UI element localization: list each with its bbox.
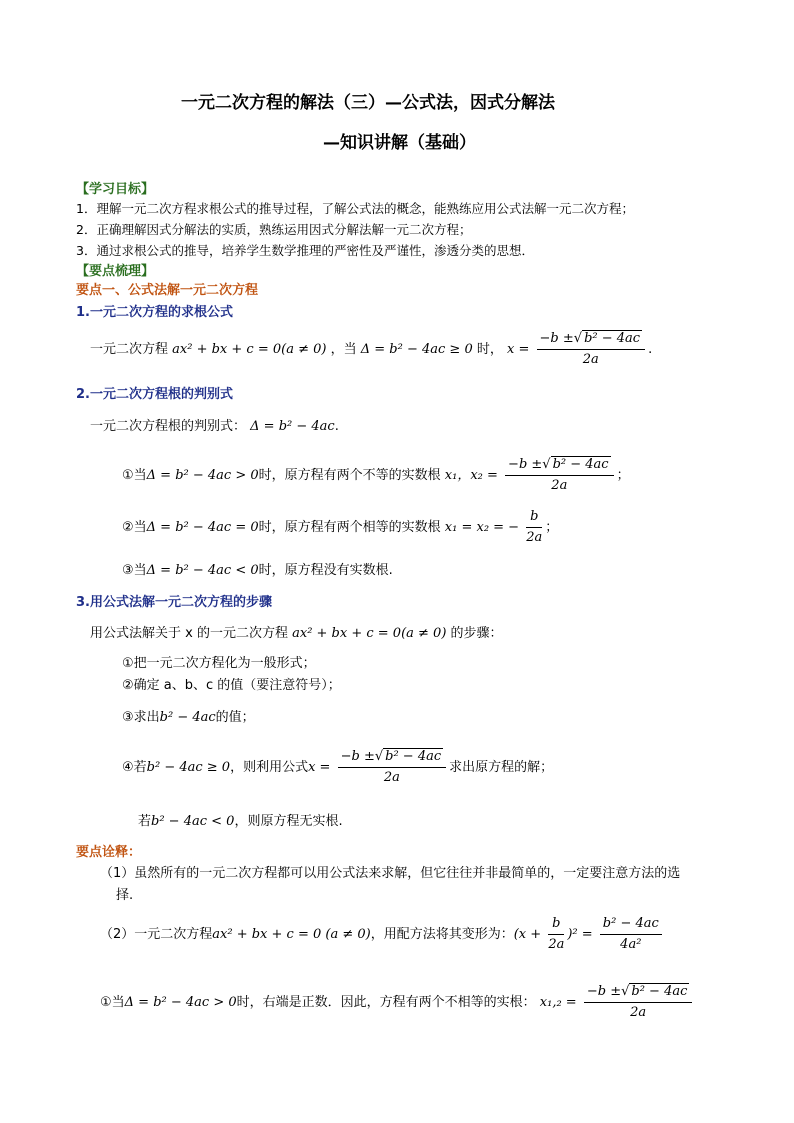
note2-rhs-fraction <box>600 915 662 954</box>
semicolon: ； <box>545 520 559 535</box>
page-subtitle: —知识讲解（基础） <box>323 133 476 153</box>
step4-formula: $\frac{\text{−b ±√ b² − 4ac}}{2a}$ <box>338 748 447 787</box>
note-1-line-1: （1）虽然所有的一元二次方程都可以用公式法来求解，但它往往并非最简单的，一定要注意方法的选 <box>100 866 681 881</box>
note-2 <box>100 915 665 954</box>
sub1-text-prefix: 一元二次方程 <box>90 342 169 357</box>
step4-x-equals: x = <box>308 760 331 775</box>
step3-expr: b² − 4ac <box>159 710 216 725</box>
step-4 <box>122 748 553 787</box>
case2-num: b <box>526 508 542 528</box>
step4-formula-num: −b ± <box>340 749 375 764</box>
step5-post: ，则原方程无实根. <box>234 814 343 829</box>
case1-formula-den: 2a <box>551 478 568 493</box>
note2-lhs-end: )² = <box>567 927 593 942</box>
case1-formula-root: b² − 4ac <box>552 457 609 472</box>
sub3-intro <box>90 622 503 641</box>
sub3-text-suffix: 的步骤： <box>450 626 503 641</box>
note2-frac-den: 2a <box>548 937 565 952</box>
note3-formula: $\frac{\text{−b ±√ b² − 4ac}}{2a}$ <box>584 983 693 1022</box>
step5-pre: 若 <box>138 814 152 829</box>
case3-condition: Δ = b² − 4ac < 0 <box>146 563 259 578</box>
notes-heading: 要点诠释： <box>76 845 142 860</box>
sub1-equation: ax² + bx + c = 0(a ≠ 0) <box>172 342 327 357</box>
note3-formula-root: b² − 4ac <box>631 984 688 999</box>
note2-rhs-num: b² − 4ac <box>600 915 662 935</box>
case2-text: 时，原方程有两个相等的实数根 <box>258 520 441 535</box>
step4-condition: b² − 4ac ≥ 0 <box>146 760 231 775</box>
note3-formula-num: −b ± <box>586 984 622 999</box>
case1-roots: x₁，x₂ = <box>444 468 498 483</box>
note3-condition: Δ = b² − 4ac > 0 <box>124 995 237 1010</box>
step4-formula-den: 2a <box>383 770 400 785</box>
quadratic-formula-line <box>90 330 652 369</box>
note3-text: 时，右端是正数．因此，方程有两个不相等的实根： <box>236 995 536 1010</box>
note2-lhs: (x + <box>513 927 542 942</box>
period: . <box>334 419 339 434</box>
sub2-heading: 2.一元二次方程根的判别式 <box>76 387 233 402</box>
case3-text: 时，原方程没有实数根. <box>258 563 393 578</box>
discriminant-case-2 <box>122 508 558 547</box>
sub3-equation: ax² + bx + c = 0(a ≠ 0) <box>292 626 447 641</box>
discriminant-case-3 <box>122 559 393 578</box>
objectives-heading: 【学习目标】 <box>76 182 155 197</box>
formula-root: b² − 4ac <box>584 331 641 346</box>
step3-post: 的值； <box>215 710 255 725</box>
sub1-mid-text: ，当 <box>330 342 357 357</box>
key-points-heading: 【要点梳理】 <box>76 264 155 279</box>
case2-pre: ②当 <box>122 520 147 535</box>
case2-fraction <box>526 508 542 547</box>
step-2: ②确定 a、b、c 的值（要注意符号）； <box>122 678 341 693</box>
period: . <box>648 342 653 357</box>
case1-condition: Δ = b² − 4ac > 0 <box>146 468 259 483</box>
step-5 <box>138 810 343 829</box>
step-3 <box>122 706 255 725</box>
objective-item-2: 2．正确理解因式分解法的实质，熟练运用因式分解法解一元二次方程； <box>76 222 472 237</box>
case1-formula: $\frac{\text{−b ±√ b² − 4ac}}{2a}$ <box>505 456 614 495</box>
step5-condition: b² − 4ac < 0 <box>151 814 235 829</box>
case1-formula-num: −b ± <box>508 457 543 472</box>
point1-heading: 要点一、公式法解一元二次方程 <box>76 283 259 298</box>
step4-formula-root: b² − 4ac <box>385 749 442 764</box>
sub1-heading: 1.一元二次方程的求根公式 <box>76 305 233 320</box>
sub1-when-text: 时， <box>476 342 503 357</box>
formula-den: 2a <box>582 352 599 367</box>
quadratic-formula: $\frac{\text{−b ±√ b² − 4ac}}{2a}$ <box>537 330 646 369</box>
step-1: ①把一元二次方程化为一般形式； <box>122 656 316 671</box>
case2-condition: Δ = b² − 4ac = 0 <box>146 520 259 535</box>
step4-pre: ④若 <box>122 760 147 775</box>
note2-frac-num: b <box>548 915 564 935</box>
note3-pre: ①当 <box>100 995 125 1010</box>
note3-roots: x₁,₂ = <box>539 995 577 1010</box>
case3-pre: ③当 <box>122 563 147 578</box>
semicolon: ； <box>616 468 630 483</box>
step4-mid: ，则利用公式 <box>230 760 309 775</box>
discriminant-line <box>90 415 339 434</box>
step4-post: 求出原方程的解； <box>449 760 554 775</box>
case2-den: 2a <box>526 530 543 545</box>
case1-pre: ①当 <box>122 468 147 483</box>
discriminant-case-1 <box>122 456 630 495</box>
case2-roots: x₁ = x₂ = − <box>444 520 520 535</box>
step3-pre: ③求出 <box>122 710 160 725</box>
note-3 <box>100 983 695 1022</box>
note2-rhs-den: 4a² <box>620 937 642 952</box>
note2-mid: ，用配方法将其变形为： <box>370 927 514 942</box>
sub2-equation: Δ = b² − 4ac <box>250 419 335 434</box>
page-title: 一元二次方程的解法（三）—公式法，因式分解法 <box>181 93 555 113</box>
objective-item-3: 3．通过求根公式的推导，培养学生数学推理的严密性及严谨性，渗透分类的思想． <box>76 243 534 258</box>
note2-pre: （2）一元二次方程 <box>100 927 213 942</box>
note-1-line-2: 择. <box>116 888 134 903</box>
sub1-x-equals: x = <box>507 342 530 357</box>
case1-text: 时，原方程有两个不等的实数根 <box>258 468 441 483</box>
sub1-condition: Δ = b² − 4ac ≥ 0 <box>360 342 473 357</box>
sub2-text: 一元二次方程根的判别式： <box>90 419 247 434</box>
formula-num-pre: −b ± <box>539 331 574 346</box>
sub3-text-prefix: 用公式法解关于 x 的一元二次方程 <box>90 626 288 641</box>
sub3-heading: 3.用公式法解一元二次方程的步骤 <box>76 595 272 610</box>
note2-lhs-fraction <box>548 915 564 954</box>
objective-item-1: 1．理解一元二次方程求根公式的推导过程，了解公式法的概念，能熟练应用公式法解一元二次方程； <box>76 201 634 216</box>
note2-equation: ax² + bx + c = 0 (a ≠ 0) <box>212 927 371 942</box>
note3-formula-den: 2a <box>630 1005 647 1020</box>
